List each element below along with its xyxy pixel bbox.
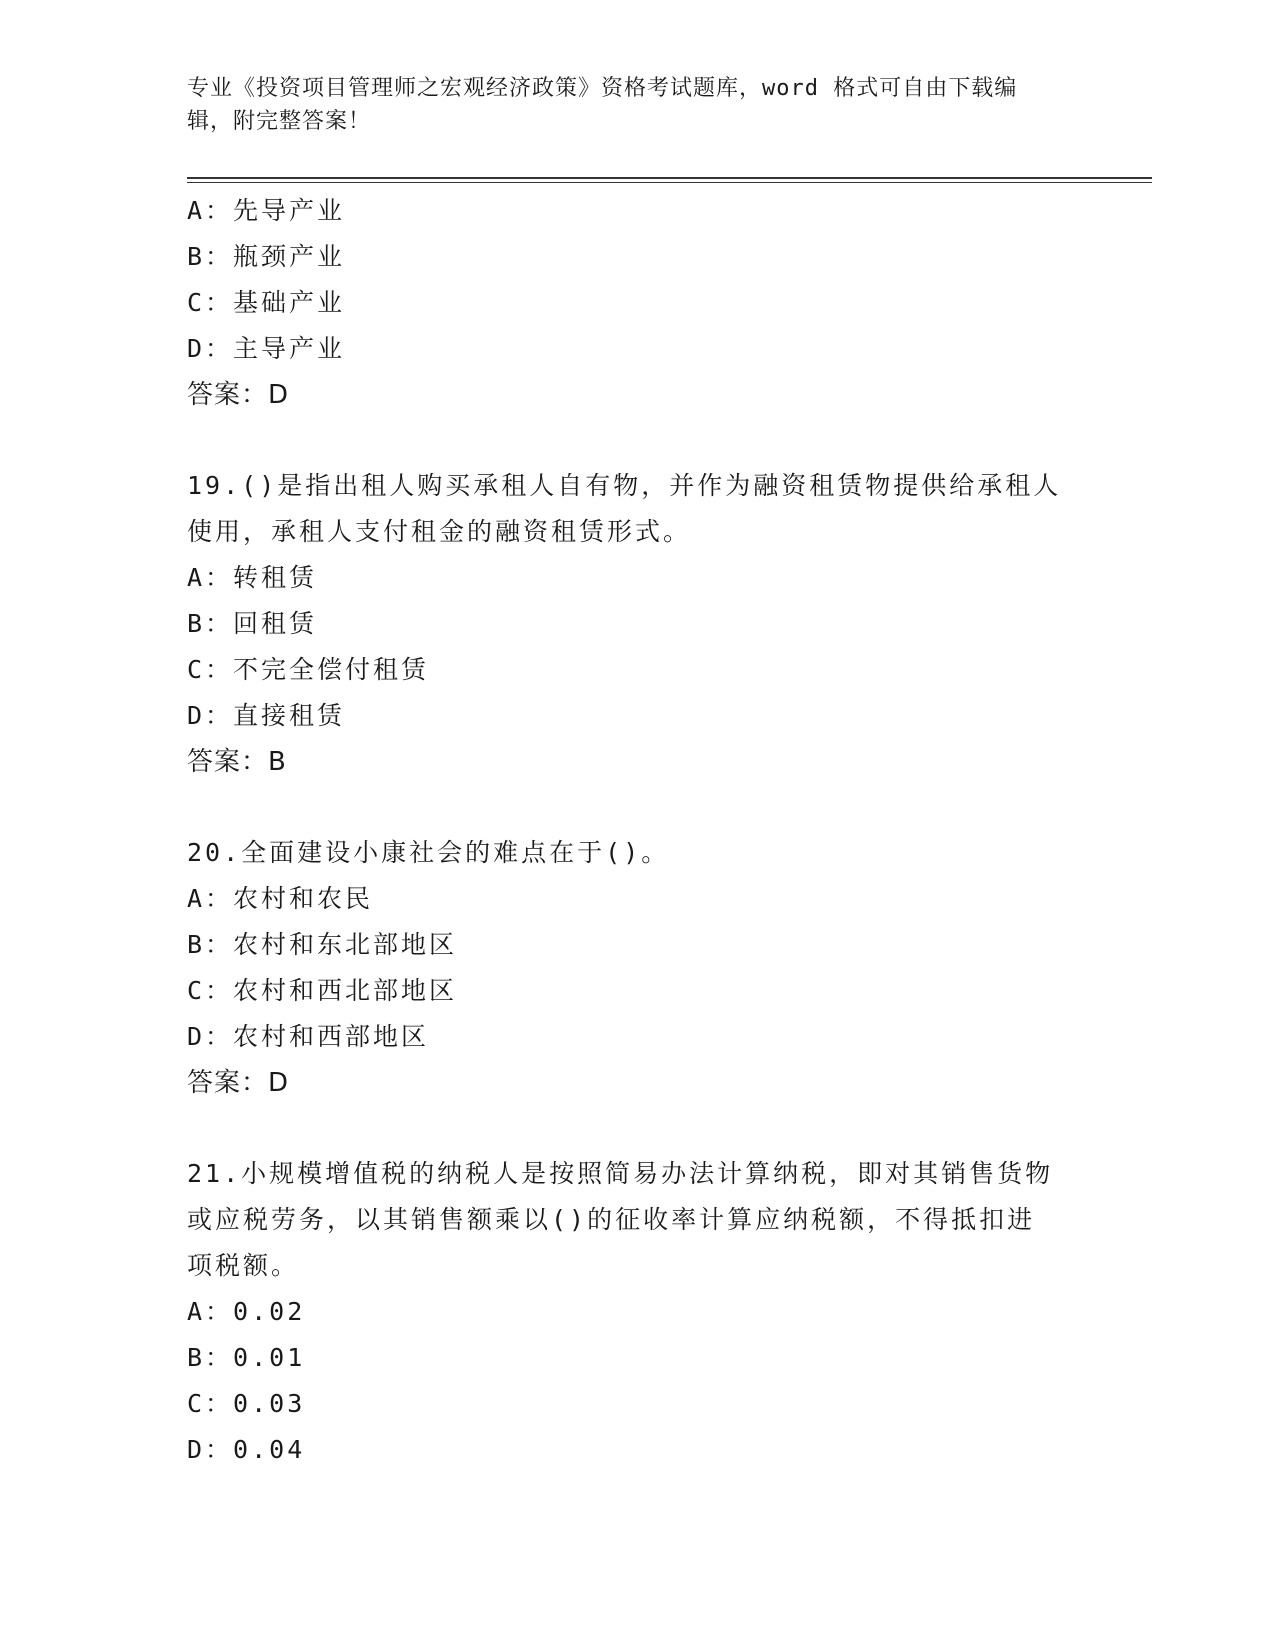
spacer	[187, 785, 1067, 830]
option-d: D：直接租赁	[187, 701, 346, 730]
header-divider-thick	[187, 177, 1152, 179]
question-18	[187, 188, 1067, 418]
option-b: B：农村和东北部地区	[187, 930, 458, 959]
header-line-1: 专业《投资项目管理师之宏观经济政策》资格考试题库，word 格式可自由下载编	[187, 76, 1018, 101]
option-d: D：0.04	[187, 1435, 306, 1464]
option-d: D：主导产业	[187, 334, 346, 363]
answer: 答案：D	[187, 380, 290, 410]
document-header	[187, 72, 1067, 138]
question-20	[187, 830, 1067, 1106]
stem-line: 使用，承租人支付租金的融资租赁形式。	[187, 517, 692, 546]
option-a: A：0.02	[187, 1297, 306, 1326]
stem-line: 项税额。	[187, 1251, 300, 1280]
option-c: C：不完全偿付租赁	[187, 655, 430, 684]
header-divider-thin	[187, 182, 1152, 183]
stem-line: 21.小规模增值税的纳税人是按照简易办法计算纳税，即对其销售货物	[187, 1159, 1054, 1188]
option-a: A：农村和农民	[187, 884, 374, 913]
question-stem	[187, 463, 1067, 555]
stem-line: 或应税劳务，以其销售额乘以()的征收率计算应纳税额，不得抵扣进	[187, 1205, 1036, 1234]
option-b: B：回租赁	[187, 609, 318, 638]
question-21	[187, 1151, 1067, 1473]
option-c: C：基础产业	[187, 288, 346, 317]
stem-line: 20.全面建设小康社会的难点在于()。	[187, 838, 670, 867]
stem-line: 19.()是指出租人购买承租人自有物，并作为融资租赁物提供给承租人	[187, 471, 1062, 500]
question-stem	[187, 1151, 1067, 1289]
option-b: B：0.01	[187, 1343, 306, 1372]
answer: 答案：B	[187, 747, 287, 777]
option-c: C：0.03	[187, 1389, 306, 1418]
header-line-2: 辑，附完整答案！	[187, 109, 372, 134]
spacer	[187, 418, 1067, 463]
question-list	[187, 188, 1067, 1473]
spacer	[187, 1106, 1067, 1151]
answer: 答案：D	[187, 1068, 290, 1098]
question-19	[187, 463, 1067, 785]
option-b: B：瓶颈产业	[187, 242, 346, 271]
option-a: A：先导产业	[187, 196, 346, 225]
question-stem	[187, 830, 1067, 876]
option-c: C：农村和西北部地区	[187, 976, 458, 1005]
option-a: A：转租赁	[187, 563, 318, 592]
option-d: D：农村和西部地区	[187, 1022, 430, 1051]
